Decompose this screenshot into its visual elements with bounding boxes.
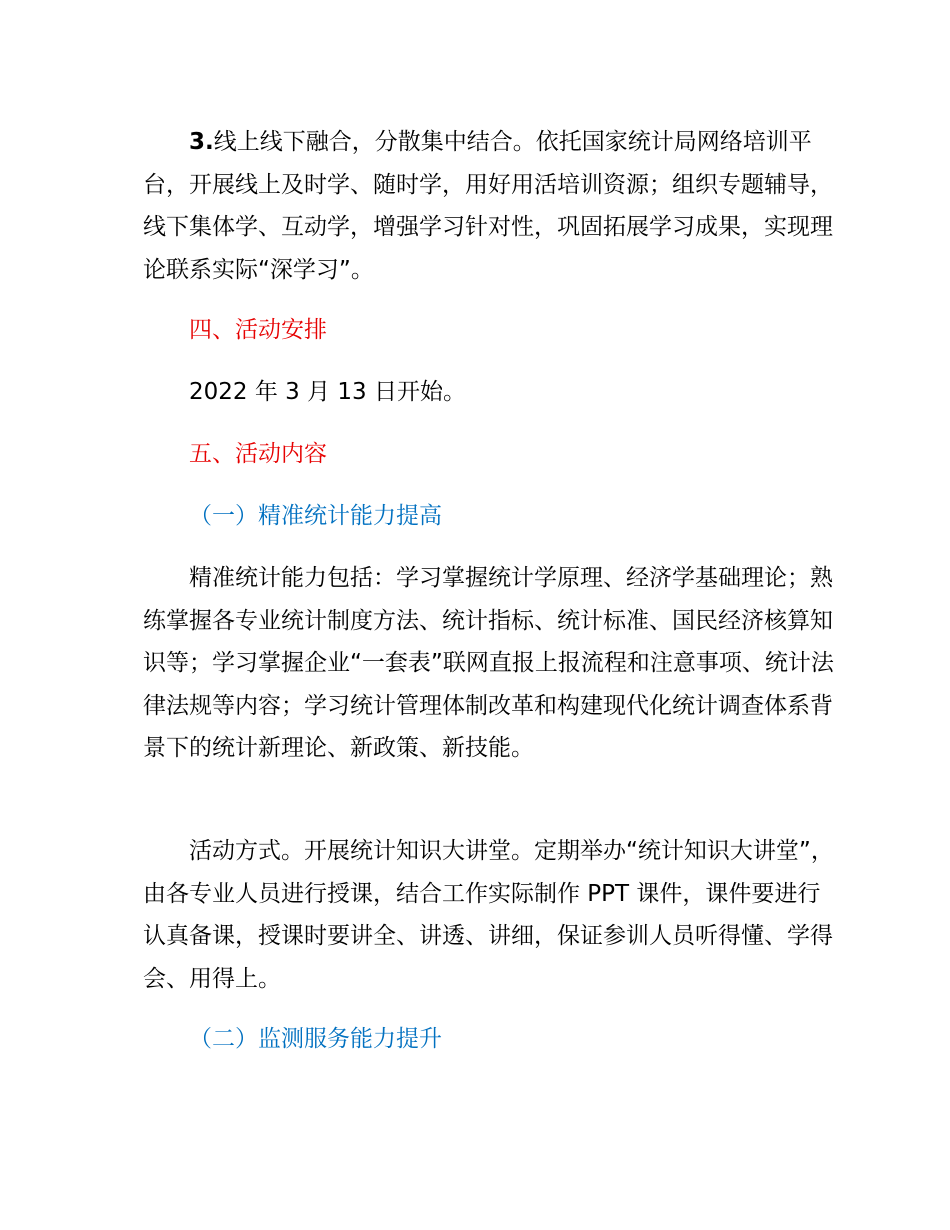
heading-activity-schedule: 四、活动安排 xyxy=(189,317,327,343)
subheading-statistics-ability: （一）精准统计能力提高 xyxy=(189,503,442,529)
paragraph-text: 线上线下融合，分散集中结合。依托国家统计局网络培训平台，开展线上及时学、随时学，用好用活培训资源；组织专题辅导，线下集体学、互动学，增强学习针对性，巩固拓展学习成果，实现理论联系实际“深学习”。 xyxy=(143,129,833,283)
paragraph-statistics-ability: 精准统计能力包括：学习掌握统计学原理、经济学基础理论；熟练掌握各专业统计制度方法、统计指标、统计标准、国民经济核算知识等；学习掌握企业“一套表”联网直报上报流程和注意事项、统计法律法规等内容；学习统计管理体制改革和构建现代化统计调查体系背景下的统计新理论、新政策、新技能。 xyxy=(143,565,834,761)
paragraph-activity-method: 活动方式。开展统计知识大讲堂。定期举办“统计知识大讲堂”，由各专业人员进行授课，结合工作实际制作 PPT 课件，课件要进行认真备课，授课时要讲全、讲透、讲细，保证参训人员听得懂、学得会、用得上。 xyxy=(143,838,834,992)
paragraph-number: 3. xyxy=(189,129,214,155)
heading-activity-content: 五、活动内容 xyxy=(189,441,327,467)
subheading-monitoring-service: （二）监测服务能力提升 xyxy=(189,1026,442,1052)
paragraph-online-offline xyxy=(143,121,843,291)
start-date-line: 2022 年 3 月 13 日开始。 xyxy=(189,379,466,405)
